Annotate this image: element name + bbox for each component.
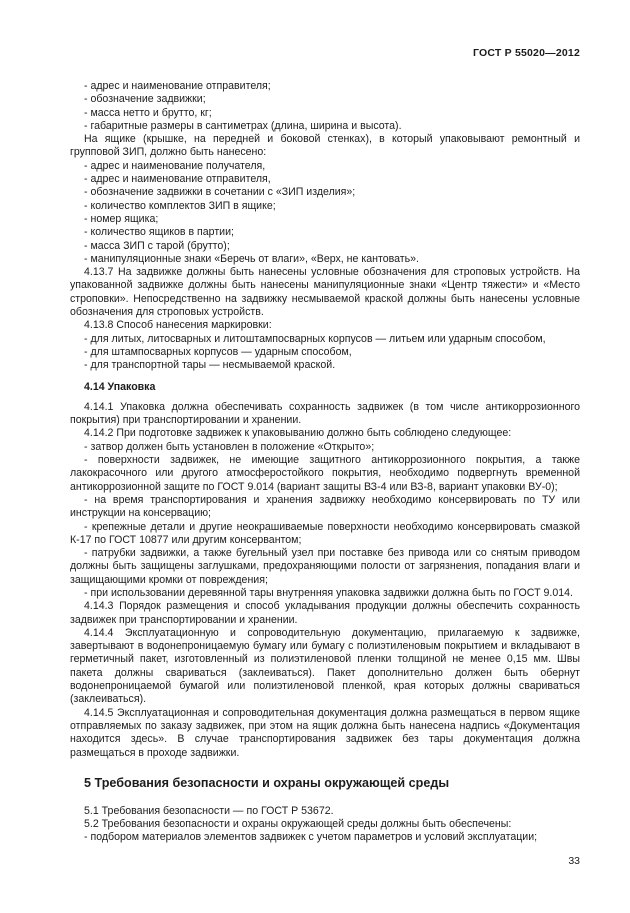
paragraph: - масса нетто и брутто, кг; — [84, 106, 212, 119]
paragraph: - крепежные детали и другие неокрашиваемые поверхности необходимо консервировать смазкой К-17 по ГОСТ 10877 или другим консервантом; — [70, 520, 580, 546]
paragraph: - количество комплектов ЗИП в ящике; — [84, 199, 276, 212]
paragraph: - патрубки задвижки, а также бугельный узел при поставке без привода или со снятым приводом должны быть защищены заглушками, предохраняющими полости от загрязнения, попадания влаги и защищающими кромки от повреждения; — [70, 547, 580, 586]
paragraph: - на время транспортирования и хранения задвижку необходимо консервировать по ТУ или инструкции на консервацию; — [70, 493, 580, 520]
paragraph: 4.14.3 Порядок размещения и способ укладывания продукции должны обеспечить сохранность задвижек при транспортировании и хранении. — [70, 600, 580, 626]
page-footer — [568, 855, 580, 867]
paragraph: - адрес и наименование отправителя; — [84, 80, 271, 92]
sub-heading: 4.14 Упаковка — [84, 380, 156, 393]
paragraph: 4.14.4 Эксплуатационную и сопроводительную документацию, прилагаемую к задвижке, завертывают в водонепроницаемую бумагу или бумагу с полиэтиленовым покрытием и вкладывают в герметичный пакет, изготовленный из полиэтиленовой пленки толщиной не менее 0,15 мм. Швы пакета должны свариваться (заклеиваться). Пакет дополнительно должен быть обернут водонепроницаемой бумагой или полиэтиленовой пленкой, края которых должны свариваться (заклеиваться). — [70, 626, 580, 706]
paragraph: - при использовании деревянной тары внутренняя упаковка задвижки должна быть по ГОСТ 9.014. — [84, 586, 573, 599]
paragraph: - для штампосварных корпусов — ударным способом, — [84, 345, 352, 358]
paragraph: 4.14.2 При подготовке задвижек к упаковыванию должно быть соблюдено следующее: — [84, 427, 512, 440]
paragraph: 4.14.1 Упаковка должна обеспечивать сохранность задвижек (в том числе антикоррозионного покрытия) при транспортировании и хранении. — [70, 400, 580, 427]
standard-number: ГОСТ Р 55020—2012 — [472, 47, 580, 59]
paragraph: - адрес и наименование отправителя, — [84, 173, 271, 186]
paragraph: - манипуляционные знаки «Беречь от влаги», «Верх, не кантовать». — [84, 252, 419, 265]
paragraph: 4.13.7 На задвижке должны быть нанесены условные обозначения для строповых устройств. На упакованной задвижке должны быть нанесены манипуляционные знаки «Центр тяжести» и «Место строповки». Непосредственно на задвижку несмываемой краской должны быть нанесены условные обозначения для строповых устройств. — [70, 266, 580, 319]
paragraph: - обозначение задвижки; — [84, 93, 206, 106]
paragraph: - адрес и наименование получателя, — [84, 159, 266, 172]
paragraph: На ящике (крышке, на передней и боковой стенках), в который упаковывают ремонтный и групповой ЗИП, должно быть нанесено: — [70, 133, 580, 159]
paragraph: - подбором материалов элементов задвижек с учетом параметров и условий эксплуатации; — [84, 831, 538, 844]
paragraph: - затвор должен быть установлен в положение «Открыто»; — [84, 440, 375, 453]
section-heading: 5 Требования безопасности и охраны окружающей среды — [84, 775, 450, 790]
paragraph: - поверхности задвижек, не имеющие защитного антикоррозионного покрытия, а также лакокрасочного или другого атмосферостойкого покрытия, необходимо подвергнуть временной антикоррозионной защите по ГОСТ 9.014 (вариант защиты ВЗ-4 или ВЗ-8, вариант упаковки ВУ-0); — [70, 454, 580, 493]
paragraph: 4.13.8 Способ нанесения маркировки: — [84, 319, 272, 332]
paragraph: 4.14.5 Эксплуатационная и сопроводительная документация должна размещаться в первом ящике отправляемых по заказу задвижек, при этом на ящик должна быть нанесена надпись «Документация находится здесь». В случае транспортирования задвижек без тары документация должна размещаться в проходе задвижки. — [70, 706, 580, 759]
paragraph: 5.1 Требования безопасности — по ГОСТ Р 53672. — [84, 804, 334, 817]
document-header — [70, 47, 580, 59]
paragraph: - масса ЗИП с тарой (брутто); — [84, 239, 230, 252]
paragraph: - габаритные размеры в сантиметрах (длина, ширина и высота). — [84, 119, 402, 132]
paragraph: - для литых, литосварных и литоштампосварных корпусов — литьем или ударным способом, — [84, 332, 546, 345]
page-number: 33 — [568, 855, 580, 867]
document-body — [70, 80, 580, 845]
paragraph: - обозначение задвижки в сочетании с «ЗИП изделия»; — [84, 186, 356, 199]
paragraph: 5.2 Требования безопасности и охраны окружающей среды должны быть обеспечены: — [84, 818, 512, 831]
paragraph: - количество ящиков в партии; — [84, 226, 234, 239]
paragraph: - номер ящика; — [84, 212, 159, 225]
paragraph: - для транспортной тары — несмываемой краской. — [84, 359, 336, 372]
